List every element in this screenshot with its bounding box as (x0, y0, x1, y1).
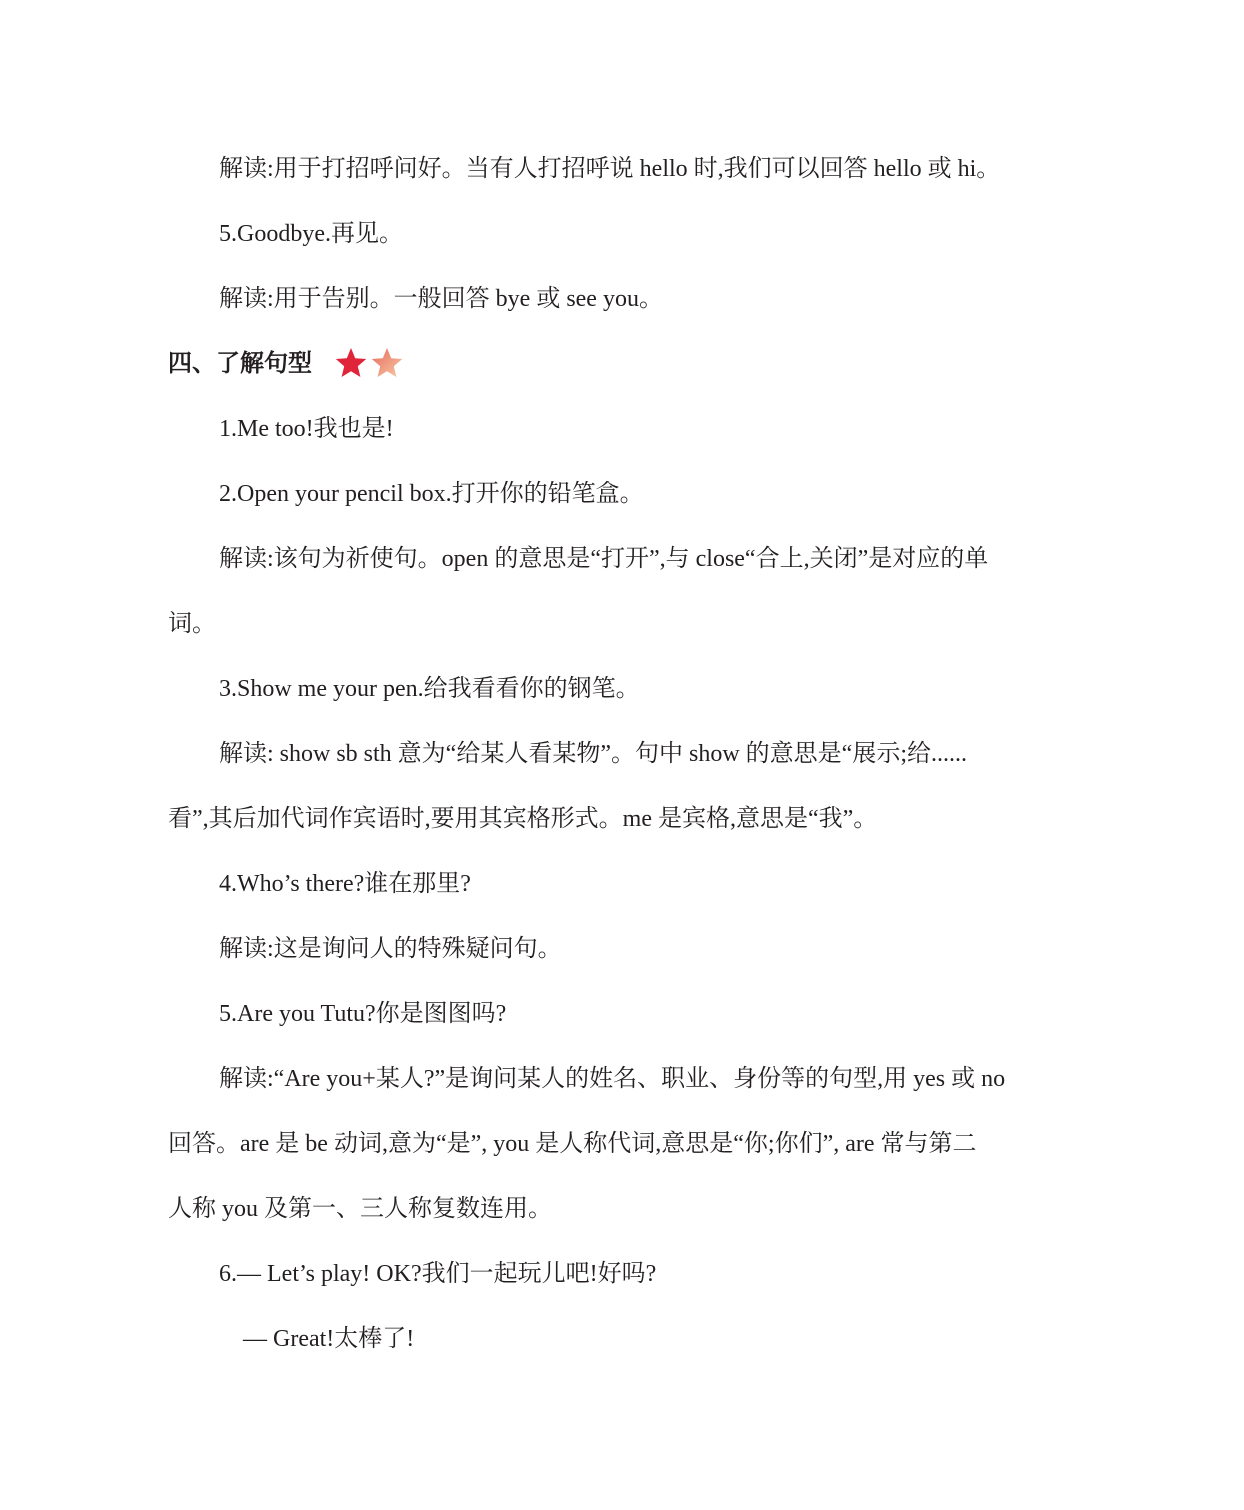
paragraph-are-you-explanation: 解读:“Are you+某人?”是询问某人的姓名、职业、身份等的句型,用 yes 或 no (219, 1066, 1006, 1092)
paragraph-whos-there-explanation: 解读:这是询问人的特殊疑问句。 (219, 936, 562, 962)
sentence-are-you-tutu: 5.Are you Tutu?你是图图吗? (219, 1001, 507, 1027)
paragraph-hello-explanation: 解读:用于打招呼问好。当有人打招呼说 hello 时,我们可以回答 hello 或 hi。 (219, 156, 1001, 182)
paragraph-are-you-explanation-cont: 回答。are 是 be 动词,意为“是”, you 是人称代词,意思是“你;你们”, are 常与第二 (168, 1131, 977, 1157)
paragraph-show-explanation-cont: 看”,其后加代词作宾语时,要用其宾格形式。me 是宾格,意思是“我”。 (168, 806, 878, 832)
paragraph-open-explanation-cont: 词。 (168, 611, 216, 637)
paragraph-show-explanation: 解读: show sb sth 意为“给某人看某物”。句中 show 的意思是“展示;给...... (219, 741, 967, 767)
section-heading (168, 347, 1078, 379)
star-icon-filled (334, 347, 368, 379)
paragraph-are-you-explanation-end: 人称 you 及第一、三人称复数连用。 (168, 1196, 552, 1222)
paragraph-goodbye-explanation: 解读:用于告别。一般回答 bye 或 see you。 (219, 286, 663, 312)
difficulty-stars (334, 347, 404, 379)
section-heading-title: 四、了解句型 (168, 349, 312, 377)
paragraph-open-explanation: 解读:该句为祈使句。open 的意思是“打开”,与 close“合上,关闭”是对应的单 (219, 546, 989, 572)
sentence-goodbye: 5.Goodbye.再见。 (219, 221, 403, 247)
sentence-me-too: 1.Me too!我也是! (219, 416, 394, 442)
sentence-show-me-pen: 3.Show me your pen.给我看看你的钢笔。 (219, 676, 640, 702)
sentence-lets-play: 6.— Let’s play! OK?我们一起玩儿吧!好吗? (219, 1261, 657, 1287)
sentence-great: — Great!太棒了! (243, 1326, 415, 1352)
sentence-open-pencil-box: 2.Open your pencil box.打开你的铅笔盒。 (219, 481, 644, 507)
sentence-whos-there: 4.Who’s there?谁在那里? (219, 871, 471, 897)
star-icon-light (370, 347, 404, 379)
